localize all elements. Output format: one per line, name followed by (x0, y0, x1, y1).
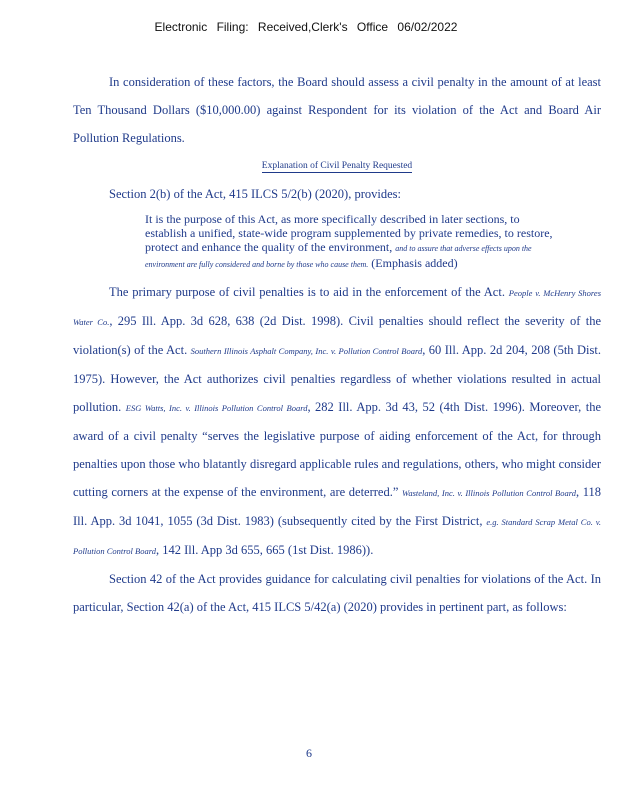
p3-part-a: The primary purpose of civil penalties is to aid in the enforcement of the Act. (109, 285, 505, 299)
quote-main-text (145, 212, 555, 272)
header-received: Received,Clerk's (257, 20, 348, 34)
citation-southern-illinois: Southern Illinois Asphalt Company, Inc. v. Pollution Control Board (190, 346, 423, 356)
heading-text: Explanation of Civil Penalty Requested (261, 161, 413, 171)
quote-small: and to assure that adverse effects upon the environment are fully considered and borne by those who cause them. (145, 244, 532, 269)
document-body (73, 68, 601, 621)
citation-wasteland: Wasteland, Inc. v. Illinois Pollution Control Board (402, 488, 576, 498)
header-date: 06/02/2022 (397, 20, 458, 34)
citation-esg-watts: ESG Watts, Inc. v. Illinois Pollution Control Board (125, 403, 308, 413)
paragraph-penalty-assessment: In consideration of these factors, the Board should assess a civil penalty in the amount of at least Ten Thousand Dollars ($10,000.00) against Respondent for its violation of the Act and Board Air Pollution Regulations. (73, 75, 601, 145)
paragraph-section-2b: Section 2(b) of the Act, 415 ILCS 5/2(b) (2020), provides: (109, 187, 401, 201)
quote-main: It is the purpose of this Act, as more specifically described in later sections, to establish a unified, state-wide program supplemented by private remedies, to restore, protect and enhance the quality of the environment, (145, 212, 553, 254)
p3-part-c: , 60 Ill. App. 2d 204, 208 (5th Dist. 1975). However, the Act authorizes civil penalties regardless of whether violations resulted in actual pollution. (73, 343, 601, 414)
quote-emphasis: (Emphasis added) (371, 256, 458, 270)
page-number: 6 (306, 746, 312, 760)
citation-mchenry: People v. McHenry Shores Water Co. (73, 288, 602, 327)
section-heading (73, 152, 601, 180)
paragraph-section-42: Section 42 of the Act provides guidance for calculating civil penalties for violations of the Act. In particular, Section 42(a) of the Act, 415 ILCS 5/42(a) (2020) provides in pertinent part, as follows: (73, 572, 601, 614)
paragraph-purpose-of-penalties (73, 278, 601, 565)
citation-standard-scrap: e.g. Standard Scrap Metal Co. v. Pollution Control Board (73, 517, 602, 556)
p3-part-b: , 295 Ill. App. 3d 628, 638 (2d Dist. 1998). Civil penalties should reflect the severity of the violation(s) of the Act. (73, 314, 601, 357)
header-office: Office (356, 20, 389, 34)
header-electronic: Electronic (154, 20, 208, 34)
header-filing: Filing: (216, 20, 249, 34)
p3-part-e: , 118 Ill. App. 3d 1041, 1055 (3d Dist. 1983) (subsequently cited by the First District, (73, 485, 602, 528)
p3-part-f: , 142 Ill. App 3d 655, 665 (1st Dist. 1986)). (155, 543, 374, 557)
block-quote (145, 212, 555, 272)
p3-part-d: , 282 Ill. App. 3d 43, 52 (4th Dist. 1996). Moreover, the award of a civil penalty “serves the legislative purpose of aiding enforcement of the Act, for through penalties upon those who blatantly disregard applicable rules and regulations, others, who might consider cutting corners at the expense of the environment, are deterred.” (73, 400, 601, 499)
filing-stamp-header (0, 20, 618, 34)
